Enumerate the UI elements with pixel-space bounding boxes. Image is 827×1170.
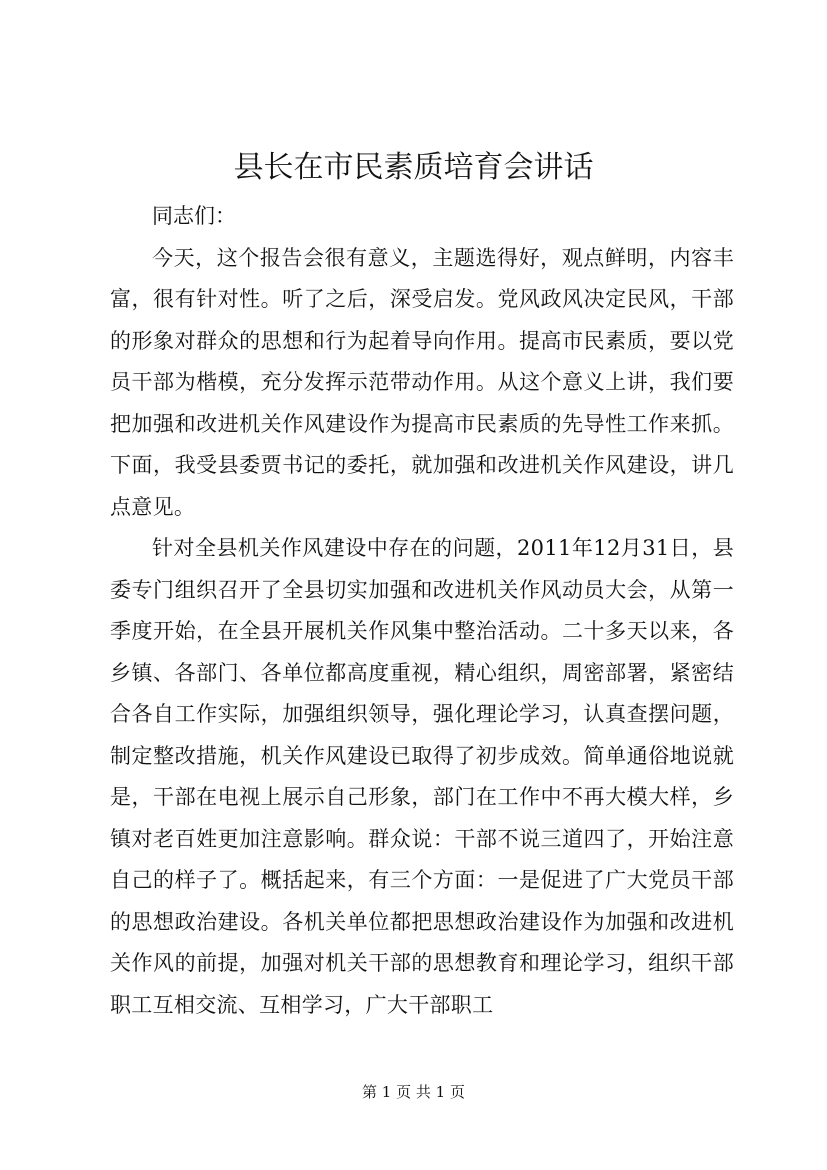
salutation: 同志们： bbox=[152, 204, 236, 228]
paragraph-2: 针对全县机关作风建设中存在的问题，2011年12月31日，县委专门组织召开了全县切实加强和改进机关作风动员大会，从第一季度开始，在全县开展机关作风集中整治活动。二十多天以来，各乡镇、各部门、各单位都高度重视，精心组织，周密部署，紧密结合各自工作实际，加强组织领导，强化理论学习，认真查摆问题，制定整改措施，机关作风建设已取得了初步成效。简单通俗地说就是，干部在电视上展示自己形象，部门在工作中不再大模大样，乡镇对老百姓更加注意影响。群众说：干部不说三道四了，开始注意自己的样子了。概括起来，有三个方面：一是促进了广大党员干部的思想政治建设。各机关单位都把思想政治建设作为加强和改进机关作风的前提，加强对机关干部的思想教育和理论学习，组织干部职工互相交流、互相学习，广大干部职工 bbox=[110, 536, 734, 1017]
document-body bbox=[110, 196, 734, 1026]
page-number-footer: 第 1 页 共 1 页 bbox=[362, 1083, 465, 1101]
document-title: 县长在市民素质培育会讲话 bbox=[233, 150, 594, 185]
paragraph-1: 今天，这个报告会很有意义，主题选得好，观点鲜明，内容丰富，很有针对性。听了之后，深受启发。党风政风决定民风，干部的形象对群众的思想和行为起着导向作用。提高市民素质，要以党员干部为楷模，充分发挥示范带动作用。从这个意义上讲，我们要把加强和改进机关作风建设作为提高市民素质的先导性工作来抓。下面，我受县委贾书记的委托，就加强和改进机关作风建设，讲几点意见。 bbox=[110, 245, 734, 519]
